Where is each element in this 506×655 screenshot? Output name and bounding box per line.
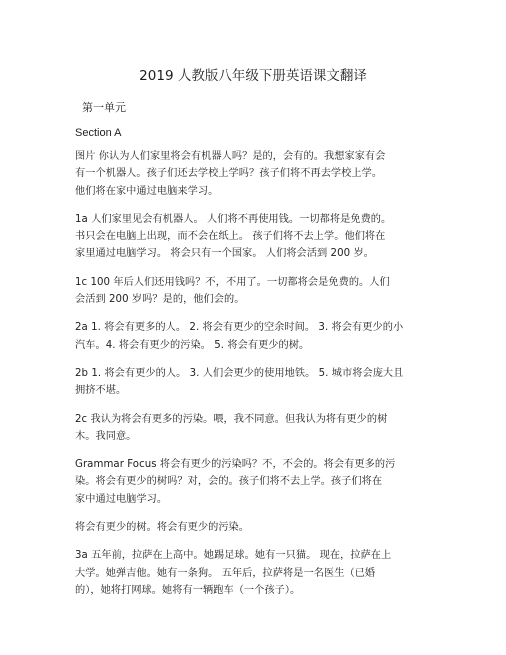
paragraph-line: 1c 100 年后人们还用钱吗？不，不用了。一切都将会是免费的。人们 — [75, 276, 390, 288]
paragraph-line: 2b 1. 将会有更少的人。 3. 人们会更少的使用地铁。 5. 城市将会庞大且 — [75, 367, 404, 379]
paragraph — [75, 274, 435, 309]
paragraph-line: 图片 你认为人们家里将会有机器人吗？是的，会有的。我想家家有会 — [75, 151, 386, 162]
paragraph — [75, 365, 435, 400]
paragraph-line: 汽车。4. 将会有更少的污染。 5. 将会有更少的树。 — [75, 339, 310, 351]
paragraph — [75, 456, 435, 508]
section-heading: Section A — [75, 127, 122, 139]
paragraph-line: 的），她将打网球。她将有一辆跑车（一个孩子）。 — [75, 584, 301, 596]
paragraph-line: 将会有更少的树。将会有更少的污染。 — [75, 522, 250, 534]
paragraph — [75, 319, 435, 354]
paragraph-line: 家中通过电脑学习。 — [75, 493, 168, 505]
document-title: 2019 人教版八年级下册英语课文翻译 — [139, 68, 367, 84]
paragraph-line: 他们将在家中通过电脑来学习。 — [75, 185, 219, 197]
paragraph-line: 书只会在电脑上出现，而不会在纸上。 孩子们将不去上学。他们将在 — [75, 231, 386, 243]
paragraph-line: 木。我同意。 — [75, 430, 137, 442]
paragraph-line: 3a 五年前，拉萨在上高中。她踢足球。她有一只猫。 现在，拉萨在上 — [75, 550, 392, 562]
paragraph — [75, 411, 435, 446]
paragraph-line: Grammar Focus 将会有更少的污染吗？不，不会的。将会有更多的污 — [75, 459, 396, 471]
paragraph — [75, 547, 435, 599]
paragraph — [75, 211, 435, 263]
paragraph-line: 会活到 200 岁吗？是的，他们会的。 — [75, 294, 245, 306]
unit-heading: 第一单元 — [82, 101, 126, 114]
paragraph-line: 染。将会有更少的树吗？对，会的。孩子们将不去上学。孩子们将在 — [75, 476, 383, 488]
paragraph-line: 拥挤不堪。 — [75, 385, 127, 397]
translation-body — [75, 148, 435, 610]
paragraph-line: 家里通过电脑学习。 将会只有一个国家。 人们将会活到 200 岁。 — [75, 248, 374, 260]
paragraph-line: 1a 人们家里见会有机器人。 人们将不再使用钱。一切都将是免费的。 — [75, 213, 392, 225]
paragraph — [75, 519, 435, 536]
paragraph-line: 大学。她弹吉他。她有一条狗。 五年后，拉萨将是一名医生（已婚 — [75, 567, 376, 579]
paragraph-line: 有一个机器人。孩子们还去学校上学吗？孩子们将不再去学校上学。 — [75, 168, 383, 180]
paragraph-line: 2a 1. 将会有更多的人。 2. 将会有更少的空余时间。 3. 将会有更少的小 — [75, 322, 404, 334]
paragraph-line: 2c 我认为将会有更多的污染。喂，我不同意。但我认为将有更少的树 — [75, 413, 388, 425]
paragraph — [75, 148, 435, 200]
